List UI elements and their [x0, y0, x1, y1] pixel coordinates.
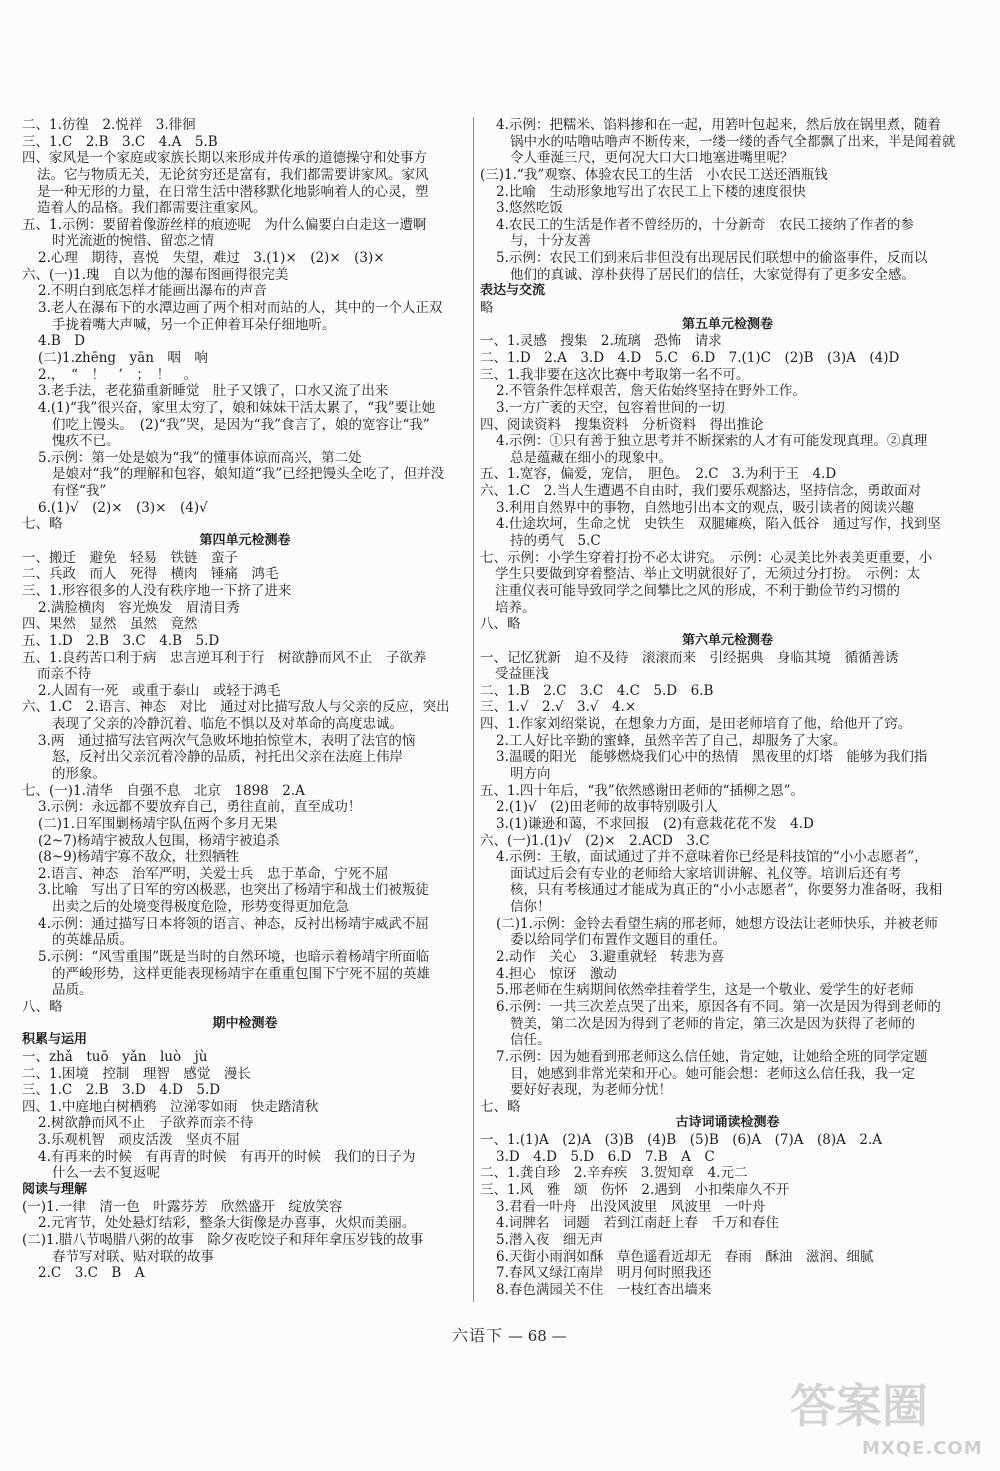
column-divider: [473, 117, 474, 1302]
answer-line: 7.示例：因为她看到邢老师这么信任她，肯定她，让她给全班的同学定题: [496, 1048, 928, 1065]
answer-line: 怒，反衬出父亲沉着冷静的品质，衬托出父亲在法庭上伟岸: [52, 749, 403, 766]
answer-line: 3.一方广袤的天空，包容着世间的一切: [496, 399, 725, 416]
page-number: — 68 —: [508, 1327, 567, 1345]
answer-line: 5.示例：农民工们到来后非但没有出现居民们联想中的偷盗事件，反而以: [496, 250, 928, 267]
answer-line: 的形象。: [52, 765, 106, 782]
answer-line: 2.C 3.C B A: [38, 1265, 145, 1282]
answer-line: 信任。: [510, 1032, 551, 1049]
answer-line: 二、1.D 2.A 3.D 4.D 5.C 6.D 7.(1)C (2)B (3)A (4)D: [480, 349, 900, 366]
answer-line: 4.B D: [38, 333, 86, 350]
answer-line: 5.邢老师在生病期间依然牵挂着学生，这是一个敬业、爱学生的好老师: [496, 982, 914, 999]
answer-line: 八、略: [480, 616, 521, 633]
answer-line: 令人垂涎三尺，更何况大口大口地塞进嘴里呢？: [510, 150, 794, 167]
answer-line: 五、1.四十年后，“我”依然感谢田老师的“插柳之恩”。: [480, 782, 804, 799]
answer-line: 六、1.C 2.语言、神态 对比 通过对比描写敌人与父亲的反应，突出: [22, 699, 450, 716]
answer-line: 3.温暖的阳光 能够燃烧我们心中的热情 黑夜里的灯塔 能够为我们指: [496, 749, 928, 766]
answer-line: 六、(一)1.(1)√ (2)× 2.ACD 3.C: [480, 832, 710, 849]
watermark-logo: 答案圈: [790, 1379, 928, 1433]
answer-line: 4.示例：把糯米、馅料掺和在一起，用箬叶包起来，然后放在锅里煮，随着: [496, 117, 941, 133]
answer-line: 3.示例：永远都不要放弃自己，勇往直前，直至成功！: [38, 799, 362, 816]
answer-line: 5.示例：第一处是娘为“我”的懂事体谅而高兴，第二处: [38, 449, 362, 466]
answer-line: 品质。: [52, 982, 93, 999]
answer-line: 持的勇气 5.C: [510, 533, 601, 550]
answer-line: 7.春风又绿江南岸 明月何时照我还: [496, 1265, 712, 1282]
answer-line: 们吃上馒头。 (2)“我”哭，是因为“我”食言了，娘的宽容让“我”: [52, 416, 430, 433]
answer-line: 6.天街小雨润如酥 草色遥看近却无 春雨 酥油 滋润、细腻: [496, 1248, 874, 1265]
answer-line: 3.悠然吃饭: [496, 200, 563, 217]
answer-line: 4.担心 惊讶 激动: [496, 965, 617, 982]
answer-line: 3.君看一叶舟 出没风波里 风波里 一叶舟: [496, 1198, 766, 1215]
answer-line: 4.示例：①只有善于独立思考并不断探索的人才有可能发现真理。②真理: [496, 433, 928, 450]
answer-line: 2.树欲静而风不止 子欲养而亲不待: [38, 1115, 254, 1132]
answer-line: 一、1.灵感 搜集 2.琉璃 恐怖 请求: [480, 333, 722, 350]
answer-line: 学生只要做到穿着整洁、举止文明就很好了，无须过分打扮。 示例：太: [495, 566, 921, 583]
answer-line: 8.春色满园关不住 一枝红杏出墙来: [496, 1281, 712, 1298]
answer-line: 四、家风是一个家庭或家族长期以来形成并传承的道德操守和处事方: [22, 150, 427, 167]
right-column: [480, 117, 975, 1317]
answer-line: 目，她感到非常光荣和开心。她可能会想：老师这么信任我，我一定: [510, 1065, 915, 1082]
answer-line: 明方向: [510, 765, 551, 782]
answer-line: 2.(1)√ (2)田老师的故事特别吸引人: [496, 799, 718, 816]
answer-line: 的严峻形势，这样更能表现杨靖宇在重重包围下宁死不屈的英雄: [52, 965, 430, 982]
answer-line: (二)1.zhēng yān 咽 响: [38, 349, 208, 366]
answer-line: 一、记忆犹新 迫不及待 滚滚而来 引经据典 身临其境 循循善诱: [480, 649, 899, 666]
answer-line: 2.不管条件怎样艰苦，詹天佑始终坚持在野外工作。: [496, 383, 806, 400]
answer-line: 四、1.中庭地白树栖鸦 泣涕零如雨 快走踏清秋: [22, 1098, 319, 1115]
answer-line: 四、果然 显然 虽然 竟然: [22, 616, 198, 633]
answer-line: 2.人固有一死 或重于泰山 或轻于鸿毛: [38, 682, 281, 699]
answer-line: 三、1.C 2.B 3.C 4.A 5.B: [22, 133, 218, 150]
left-column: [22, 117, 468, 1317]
answer-line: 六、(一)1.瑰 自以为他的瀑布图画得很完美: [22, 266, 289, 283]
answer-line: 五、1.D 2.B 3.C 4.B 5.D: [22, 632, 220, 649]
answer-line: 略: [480, 300, 494, 317]
answer-line: 3.比喻 写出了日军的穷凶极恶，也突出了杨靖宇和战士们被叛徒: [38, 882, 429, 899]
subsection-title: 阅读与理解: [22, 1182, 88, 1197]
answer-line: 4.农民工的生活是作者不曾经历的，十分新奇 农民工接纳了作者的参: [496, 216, 914, 233]
answer-line: 2.不明白到底怎样才能画出瀑布的声音: [38, 283, 267, 300]
answer-line: 春节写对联、贴对联的故事: [52, 1248, 214, 1265]
answer-line: 2.语言、神态 治军严明，关爱士兵 忠于革命，宁死不屈: [38, 865, 389, 882]
answer-line: 与，十分友善: [510, 233, 591, 250]
footer-book-label: 六语下: [452, 1326, 504, 1345]
answer-line: 七、(一)1.清华 自强不息 北京 1898 2.A: [22, 782, 305, 799]
answer-line: 3.(1)谦逊和蔼，不求回报 (2)有意栽花花不发 4.D: [496, 815, 814, 832]
answer-line: 受益匪浅: [495, 666, 549, 683]
answer-line: 三、1.√ 2.√ 3.√ 4.×: [480, 699, 637, 716]
answer-line: 2.， “ ！ ’ ； ！ 。: [38, 366, 198, 383]
answer-line: (二)1.腊八节喝腊八粥的故事 除夕夜吃饺子和拜年拿压岁钱的故事: [22, 1231, 424, 1248]
section-title: 古诗词诵读检测卷: [675, 1115, 780, 1131]
subsection-title: 积累与运用: [22, 1032, 88, 1048]
answer-line: 三、1.形容很多的人没有秩序地一下挤了进来: [22, 582, 292, 599]
answer-line: 3.利用自然界中的事物，自然地引出本文的观点，吸引读者的阅读兴趣: [496, 499, 914, 516]
answer-line: 时光流逝的惋惜、留恋之情: [52, 233, 214, 250]
answer-line: 是娘对“我”的理解和包容，娘知道“我”已经把馒头全吃了，但并没: [52, 466, 445, 483]
answer-line: 的英雄品质。: [52, 932, 133, 949]
section-title: 期中检测卷: [212, 1015, 278, 1031]
answer-line: (二)1.示例：金铃去看望生病的邢老师，她想方设法让老师快乐，并被老师: [496, 915, 938, 932]
answer-line: 要好好表现，为老师分忧！: [510, 1082, 672, 1099]
answer-line: 四、阅读资料 搜集资料 分析资料 得出推论: [480, 416, 764, 433]
answer-line: 有怪“我”: [52, 483, 107, 500]
watermark-site: MXQE.COM: [862, 1438, 983, 1459]
answer-line: 3.老人在瀑布下的水潭边画了两个相对而站的人，其中的一个人正双: [38, 300, 443, 317]
subsection-title: 表达与交流: [480, 283, 546, 299]
answer-line: 4.(1)“我”很兴奋，家里太穷了，娘和妹妹干活太累了，“我”要让她: [38, 399, 436, 416]
answer-line: 赞美，第二次是因为得到了老师的肯定，第三次是因为获得了老师的: [510, 1015, 915, 1032]
answer-line: 3.乐观机智 顽皮活泼 坚贞不屈: [38, 1132, 240, 1149]
answer-line: 表现了父亲的冷静沉着、临危不惧以及对革命的高度忠诚。: [52, 716, 403, 733]
answer-line: 4.词牌名 词题 若到江南赶上春 千万和春住: [496, 1215, 779, 1232]
answer-line: 2.动作 关心 3.避重就轻 转悲为喜: [496, 949, 725, 966]
answer-line: 二、1.B 2.C 3.C 4.C 5.D 6.B: [480, 682, 714, 699]
answer-line: 三、1.我非要在这次比赛中考取第一名不可。: [480, 366, 750, 383]
answer-line: (2~7)杨靖宇被敌人包围，杨靖宇被追杀: [38, 832, 280, 849]
answer-line: 三、1.C 2.B 3.D 4.D 5.D: [22, 1082, 221, 1099]
answer-line: 三、1.风 雅 颂 伤怀 2.遇到 小扣柴扉久不开: [480, 1182, 790, 1198]
answer-line: 一、搬迁 避免 轻易 铁链 蛮子: [22, 549, 238, 566]
answer-line: 一、1.(1)A (2)A (3)B (4)B (5)B (6)A (7)A (8)A 2.A: [480, 1132, 883, 1149]
answer-line: 3.老手法，老花猫重新睡觉 肚子又饿了，口水又流了出来: [38, 383, 389, 400]
answer-line: 4.仕途坎坷，生命之忧 史铁生 双腿瘫痪，陷入低谷 通过写作，找到坚: [496, 516, 941, 533]
answer-line: 培养。: [495, 599, 536, 616]
answer-line: 四、1.作家刘绍棠说，在想象力方面，是田老师培育了他，给他开了窍。: [480, 716, 912, 733]
answer-line: 七、示例：小学生穿着打扮不必太讲究。 示例：心灵美比外表美更重要，小: [480, 549, 933, 566]
answer-line: 2.比喻 生动形象地写出了农民工上下楼的速度很快: [496, 183, 806, 200]
answer-line: 注重仪表可能导致同学之间攀比之风的形成，不利于勤俭节约习惯的: [495, 582, 900, 599]
answer-line: 二、1.龚自珍 2.辛弃疾 3.贺知章 4.元二: [480, 1165, 748, 1182]
answer-line: 总是蕴藏在细小的现象中。: [510, 449, 672, 466]
answer-line: 而亲不待: [37, 666, 91, 683]
section-title: 第五单元检测卷: [681, 316, 773, 332]
answer-line: 2.工人好比辛勤的蜜蜂，虽然辛苦了自己，却服务了大家。: [496, 732, 847, 749]
answer-line: 造着人的品格。我们都需要注重家风。: [37, 200, 267, 217]
answer-line: 二、1.彷徨 2.悦祥 3.徘徊: [22, 117, 196, 133]
answer-line: 他们的真诚、淳朴获得了居民们的信任，大家觉得有了更多安全感。: [510, 266, 915, 283]
answer-line: 二、1.困境 控制 理智 感觉 漫长: [22, 1065, 251, 1082]
answer-line: 2.元宵节，处处悬灯结彩，整条大街像是办喜事，火炽而美丽。: [38, 1215, 416, 1232]
answer-line: 6.(1)√ (2)× (3)× (4)√: [38, 499, 208, 516]
answer-line: 什么一去不复返呢: [52, 1165, 160, 1182]
answer-line: 六、1.C 2.当人生遭遇不自由时，我们要乐观豁达，坚持信念，勇敢面对: [480, 483, 922, 500]
answer-line: 手拢着嘴大声喊，另一个正伸着耳朵仔细地听。: [52, 316, 336, 333]
answer-line: 5.潜入夜 细无声: [496, 1231, 604, 1248]
answer-line: 七、略: [22, 516, 63, 533]
section-title: 第六单元检测卷: [681, 632, 773, 648]
answer-line: 核，只有考核通过才能成为真正的“小小志愿者”，你要努力准备呀，我相: [510, 882, 943, 899]
answer-line: (三)1.“我”观察、体验农民工的生活 小农民工送还酒瓶钱: [480, 166, 828, 183]
answer-line: 一、zhǎ tuō yǎn luò jù: [22, 1048, 208, 1065]
answer-line: (一)1.一律 清一色 叶露芬芳 欣然盛开 绽放笑容: [22, 1198, 343, 1215]
answer-line: 是一种无形的力量，在日常生活中潜移默化地影响着人的心灵，塑: [37, 183, 429, 200]
answer-line: 2.心理 期待，喜悦 失望，难过 3.(1)× (2)× (3)×: [38, 250, 385, 267]
answer-line: 委以给同学们布置作文题目的重任。: [510, 932, 726, 949]
answer-line: 锅中水的咕噜咕噜声不断传来，一缕一缕的香气全都飘了出来，半是闻着就: [510, 133, 956, 150]
answer-line: 二、兵政 而人 死得 横肉 锤痛 鸿毛: [22, 566, 279, 583]
answer-line: 七、略: [480, 1098, 521, 1115]
answer-line: 面试过后会有专业的老师给大家培训讲解、礼仪等。培训后还有考: [510, 865, 902, 882]
answer-line: 3.两 通过描写法官两次气急败坏地拍惊堂木，表明了法官的恼: [38, 732, 416, 749]
answer-line: 3.D 4.D 5.D 6.D 7.B A C: [496, 1148, 715, 1165]
answer-line: 4.有再来的时候 有再青的时候 有再开的时候 我们的日子为: [38, 1148, 416, 1165]
answer-line: 五、1.良药苦口利于病 忠言逆耳利于行 树欲静而风不止 子欲养: [22, 649, 427, 666]
answer-line: 法。它与物质无关，无论贫穷还是富有，我们都需要讲家风。家风: [37, 166, 429, 183]
answer-line: (二)1.日军围剿杨靖宇队伍两个多月无果: [38, 815, 278, 832]
answer-line: 4.示例：通过描写日本将领的语言、神态，反衬出杨靖宇威武不屈: [38, 915, 429, 932]
answer-line: 2.满脸横肉 容光焕发 眉清目秀: [38, 599, 240, 616]
answer-line: 五、1.宽容，偏爱，宠信， 胆色。 2.C 3.为利于王 4.D: [480, 466, 837, 483]
answer-line: 5.示例：“风雪重围”既是当时的自然环境，也暗示着杨靖宇所面临: [38, 949, 430, 966]
section-title: 第四单元检测卷: [199, 533, 291, 549]
answer-line: 愧疚不已。: [52, 433, 120, 450]
answer-line: 出卖之后的处境变得极度危险，形势变得更加危急: [52, 899, 349, 916]
answer-line: (8~9)杨靖宇寡不敌众，壮烈牺牲: [38, 849, 240, 866]
answer-line: 信你！: [510, 899, 551, 916]
answer-line: 八、略: [22, 998, 63, 1015]
answer-line: 4.示例：王敏，面试通过了并不意味着你已经是科技馆的“小小志愿者”，: [496, 849, 928, 866]
answer-line: 五、1.示例：要留着像游丝样的痕迹呢 为什么偏要白白走这一遭啊: [22, 216, 427, 233]
answer-line: 6.示例：一共三次差点哭了出来，原因各有不同。第一次是因为得到老师的: [496, 998, 941, 1015]
